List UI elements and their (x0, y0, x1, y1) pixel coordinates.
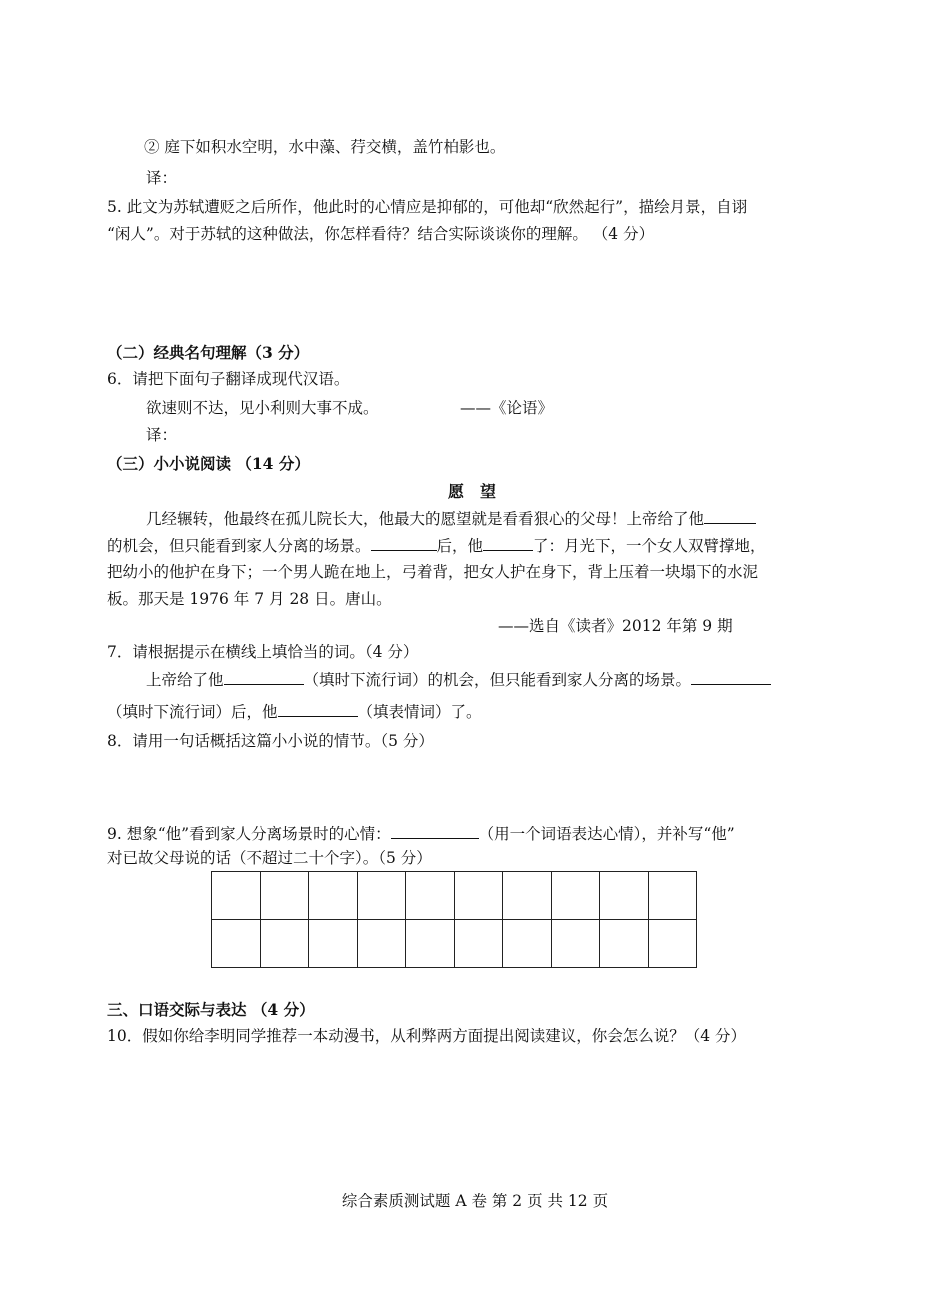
q5-line-2: “闲人”。对于苏轼的这种做法，你怎样看待？结合实际谈谈你的理解。 （4 分） (107, 225, 655, 243)
story-text: 的机会，但只能看到家人分离的场景。 (107, 537, 371, 555)
answer-blank[interactable] (691, 668, 771, 685)
q7-text: （填时下流行词）后，他 (107, 703, 278, 721)
q10-prompt: 10．假如你给李明同学推荐一本动漫书，从利弊两方面提出阅读建议，你会怎么说？（4 分） (107, 1027, 747, 1045)
q7-fill-line-1 (146, 668, 771, 691)
grid-cell[interactable] (357, 920, 406, 968)
blank-line (483, 534, 533, 551)
story-source: ——选自《读者》2012 年第 9 期 (498, 617, 733, 635)
q9-line-1 (107, 822, 735, 845)
grid-cell[interactable] (212, 872, 261, 920)
q7-text: 上帝给了他 (146, 671, 224, 689)
grid-cell[interactable] (454, 920, 503, 968)
page-footer: 综合素质测试题 A 卷 第 2 页 共 12 页 (341, 1192, 609, 1210)
grid-cell[interactable] (260, 920, 309, 968)
q9-text: （用一个词语表达心情），并补写“他” (478, 825, 735, 843)
story-line-4: 板。那天是 1976 年 7 月 28 日。唐山。 (107, 590, 392, 608)
grid-cell[interactable] (503, 920, 552, 968)
story-text: 几经辗转，他最终在孤儿院长大，他最大的愿望就是看看狠心的父母！上帝给了他 (146, 510, 705, 528)
q9-line-2: 对已故父母说的话（不超过二十个字）。（5 分） (107, 849, 432, 867)
grid-cell[interactable] (551, 872, 600, 920)
q6-prompt: 6．请把下面句子翻译成现代汉语。 (107, 370, 350, 388)
q8-prompt: 8．请用一句话概括这篇小小说的情节。（5 分） (107, 732, 434, 750)
q7-fill-line-2 (107, 700, 482, 723)
answer-blank[interactable] (224, 668, 304, 685)
translate-label-q6: 译： (146, 426, 178, 444)
story-text: 后，他 (436, 537, 484, 555)
answer-blank[interactable] (278, 700, 358, 717)
grid-cell[interactable] (260, 872, 309, 920)
q5-line-1: 5. 此文为苏轼遭贬之后所作，他此时的心情应是抑郁的，可他却“欣然起行”，描绘月景，自诩 (107, 198, 748, 216)
grid-cell[interactable] (551, 920, 600, 968)
grid-cell[interactable] (309, 920, 358, 968)
section-2-heading: （二）经典名句理解（3 分） (107, 343, 310, 362)
grid-cell[interactable] (309, 872, 358, 920)
grid-cell[interactable] (454, 872, 503, 920)
grid-cell[interactable] (212, 920, 261, 968)
translate-label-q4: 译： (146, 169, 178, 187)
grid-cell[interactable] (648, 872, 697, 920)
grid-cell[interactable] (406, 872, 455, 920)
q9-text: 9. 想象“他”看到家人分离场景时的心情： (107, 825, 391, 843)
section-3-heading: （三）小小说阅读 （14 分） (107, 454, 310, 473)
grid-cell[interactable] (600, 920, 649, 968)
blank-line (704, 507, 756, 524)
section-three-heading: 三、口语交际与表达 （4 分） (107, 1000, 315, 1019)
story-line-2 (107, 534, 766, 557)
writing-grid[interactable] (211, 871, 697, 968)
grid-cell[interactable] (648, 920, 697, 968)
answer-blank[interactable] (391, 822, 479, 839)
story-line-3: 把幼小的他护在身下；一个男人跪在地上，弓着背，把女人护在身下，背上压着一块塌下的水泥 (107, 563, 759, 581)
q7-text: （填表情词）了。 (357, 703, 482, 721)
grid-cell[interactable] (600, 872, 649, 920)
story-line-1 (146, 507, 756, 530)
q4-item-2: ② 庭下如积水空明，水中藻、荇交横，盖竹柏影也。 (144, 138, 506, 156)
quote-source: ——《论语》 (460, 399, 554, 417)
grid-cell[interactable] (406, 920, 455, 968)
story-text: 了：月光下，一个女人双臂撑地， (533, 537, 766, 555)
grid-cell[interactable] (503, 872, 552, 920)
story-title: 愿 望 (448, 482, 497, 501)
q7-prompt: 7．请根据提示在横线上填恰当的词。（4 分） (107, 643, 419, 661)
q7-text: （填时下流行词）的机会，但只能看到家人分离的场景。 (303, 671, 692, 689)
quote-text: 欲速则不达，见小利则大事不成。 (146, 399, 379, 417)
blank-line (371, 534, 437, 551)
grid-cell[interactable] (357, 872, 406, 920)
